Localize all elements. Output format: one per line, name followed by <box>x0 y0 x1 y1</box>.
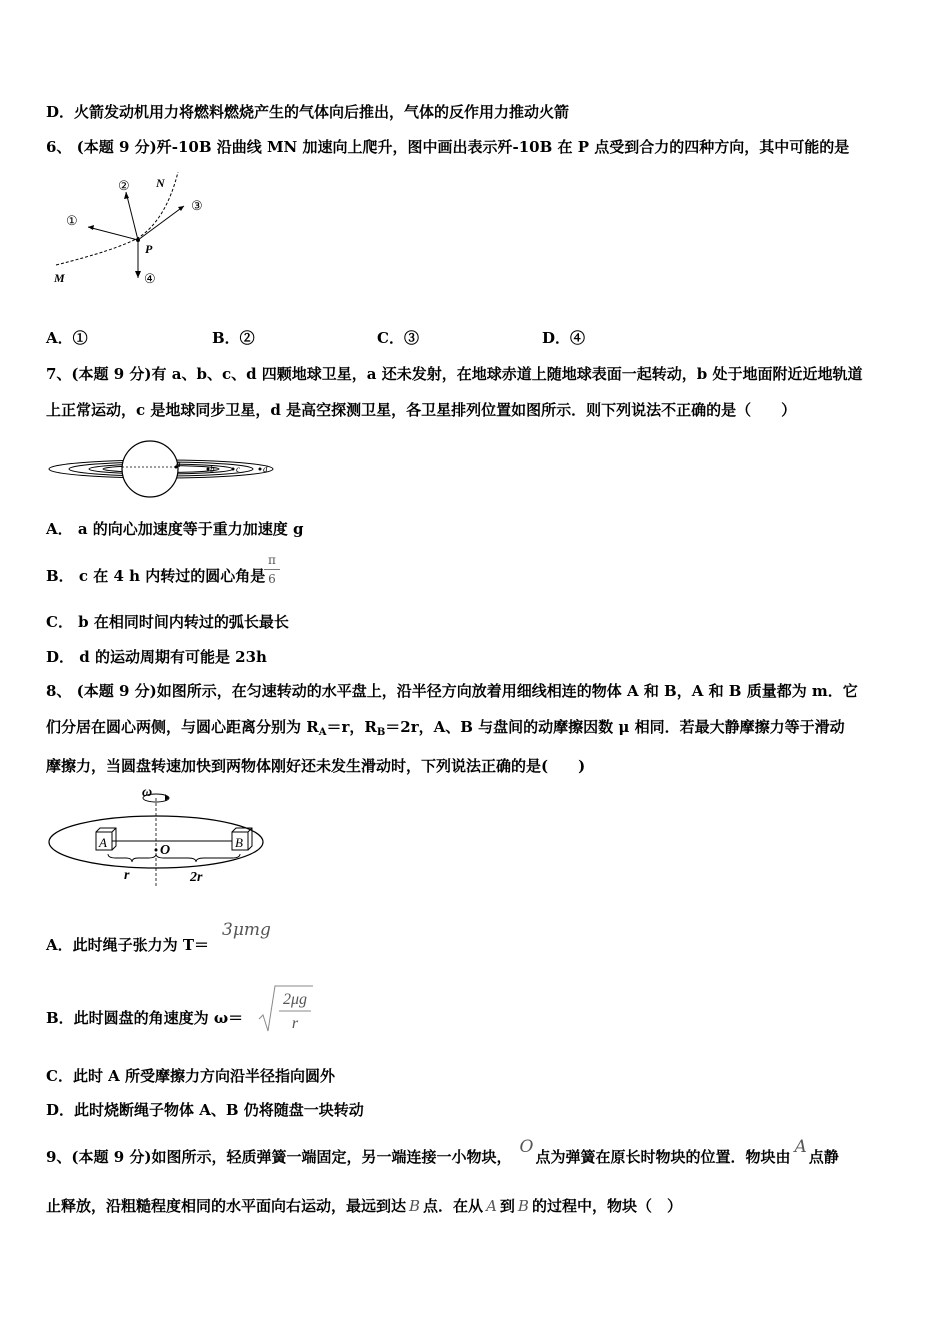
fraction-numerator: π <box>268 553 276 567</box>
label-b: B <box>235 835 243 850</box>
q8-option-d: D．此时烧断绳子物体 A、B 仍将随盘一块转动 <box>46 1101 364 1119</box>
symbol-o: O <box>519 1137 534 1157</box>
q6-option-a: A．① <box>46 329 88 347</box>
label-4: ④ <box>144 271 156 286</box>
q7-option-a: A． a 的向心加速度等于重力加速度 g <box>46 520 304 538</box>
q8-option-a-expression: 3μmg <box>222 920 271 940</box>
symbol-b-2: B <box>517 1197 529 1215</box>
label-p: P <box>145 242 153 256</box>
q7-option-b-fraction <box>264 553 280 586</box>
label-b: b <box>210 464 215 474</box>
question-6-stem: 6、 (本题 9 分)歼-10B 沿曲线 MN 加速向上爬升，图中画出表示歼-10B 在 P 点受到合力的四种方向，其中可能的是 <box>46 138 850 156</box>
sqrt-denominator: r <box>291 1015 299 1032</box>
label-3: ③ <box>191 198 203 213</box>
q8-option-b-sqrt <box>257 983 315 1035</box>
q7-option-b: B． c 在 4 h 内转过的圆心角是 <box>46 567 266 585</box>
q7-figure <box>46 436 286 502</box>
label-r: r <box>124 868 130 883</box>
question-8-stem-line-3: 摩擦力，当圆盘转速加快到两物体刚好还未发生滑动时，下列说法正确的是( ) <box>46 757 586 775</box>
question-8-stem-line-1: 8、 (本题 9 分)如图所示，在匀速转动的水平盘上，沿半径方向放着用细线相连的物体 A 和 B，A 和 B 质量都为 m．它 <box>46 682 858 700</box>
q8-figure <box>46 784 270 890</box>
label-m: M <box>54 271 65 285</box>
label-o: O <box>160 843 171 858</box>
option-d-previous: D．火箭发动机用力将燃料燃烧产生的气体向后推出，气体的反作用力推动火箭 <box>46 103 570 121</box>
question-7-stem-line-1: 7、(本题 9 分)有 a、b、c、d 四颗地球卫星，a 还未发射，在地球赤道上随地球表面一起转动，b 处于地面附近近地轨道 <box>46 365 863 383</box>
q8-option-b: B．此时圆盘的角速度为 ω＝ <box>46 1009 244 1027</box>
question-9-stem-line-2: 止释放，沿粗糙程度相同的水平面向右运动，最远到达 B 点．在从 A 到 B 的过程中，物块（ ） <box>46 1197 682 1215</box>
q6-option-d: D．④ <box>542 329 586 347</box>
label-a: A <box>99 835 107 850</box>
q8-option-c: C．此时 A 所受摩擦力方向沿半径指向圆外 <box>46 1067 336 1085</box>
q6-option-c: C．③ <box>377 329 419 347</box>
question-8-stem-line-2: 们分居在圆心两侧，与圆心距离分别为 $R_A=r$，$R_B=2r$，A、B 与盘间的动摩擦因数 μ 相同．若最大静摩擦力等于滑动 <box>46 718 845 738</box>
question-7-stem-line-2: 上正常运动，c 是地球同步卫星，d 是高空探测卫星，各卫星排列位置如图所示．则下列说法不正确的是（ ） <box>46 401 797 419</box>
label-1: ① <box>66 213 78 228</box>
sqrt-numerator: 2μg <box>282 991 308 1008</box>
question-9-stem-line-1: 9、(本题 9 分)如图所示，轻质弹簧一端固定，另一端连接一小物块， O 点为弹簧在原长时物块的位置．物块由 A 点静 <box>46 1137 839 1166</box>
q7-option-d: D． d 的运动周期有可能是 23h <box>46 648 267 666</box>
label-d: d <box>263 464 268 474</box>
label-2: ② <box>118 178 130 193</box>
q6-option-b: B．② <box>212 329 255 347</box>
label-a: a <box>176 459 181 469</box>
label-c: c <box>236 464 240 474</box>
symbol-b: B <box>409 1197 421 1215</box>
q8-option-a: A．此时绳子张力为 T＝ <box>46 936 210 954</box>
label-omega: ω <box>142 785 153 800</box>
label-n: N <box>156 176 165 190</box>
q6-figure <box>46 170 216 290</box>
fraction-denominator: 6 <box>268 572 276 586</box>
symbol-a: A <box>794 1137 807 1157</box>
label-2r: 2r <box>190 870 203 885</box>
symbol-a-2: A <box>486 1197 497 1215</box>
q7-option-c: C． b 在相同时间内转过的弧长最长 <box>46 613 289 631</box>
